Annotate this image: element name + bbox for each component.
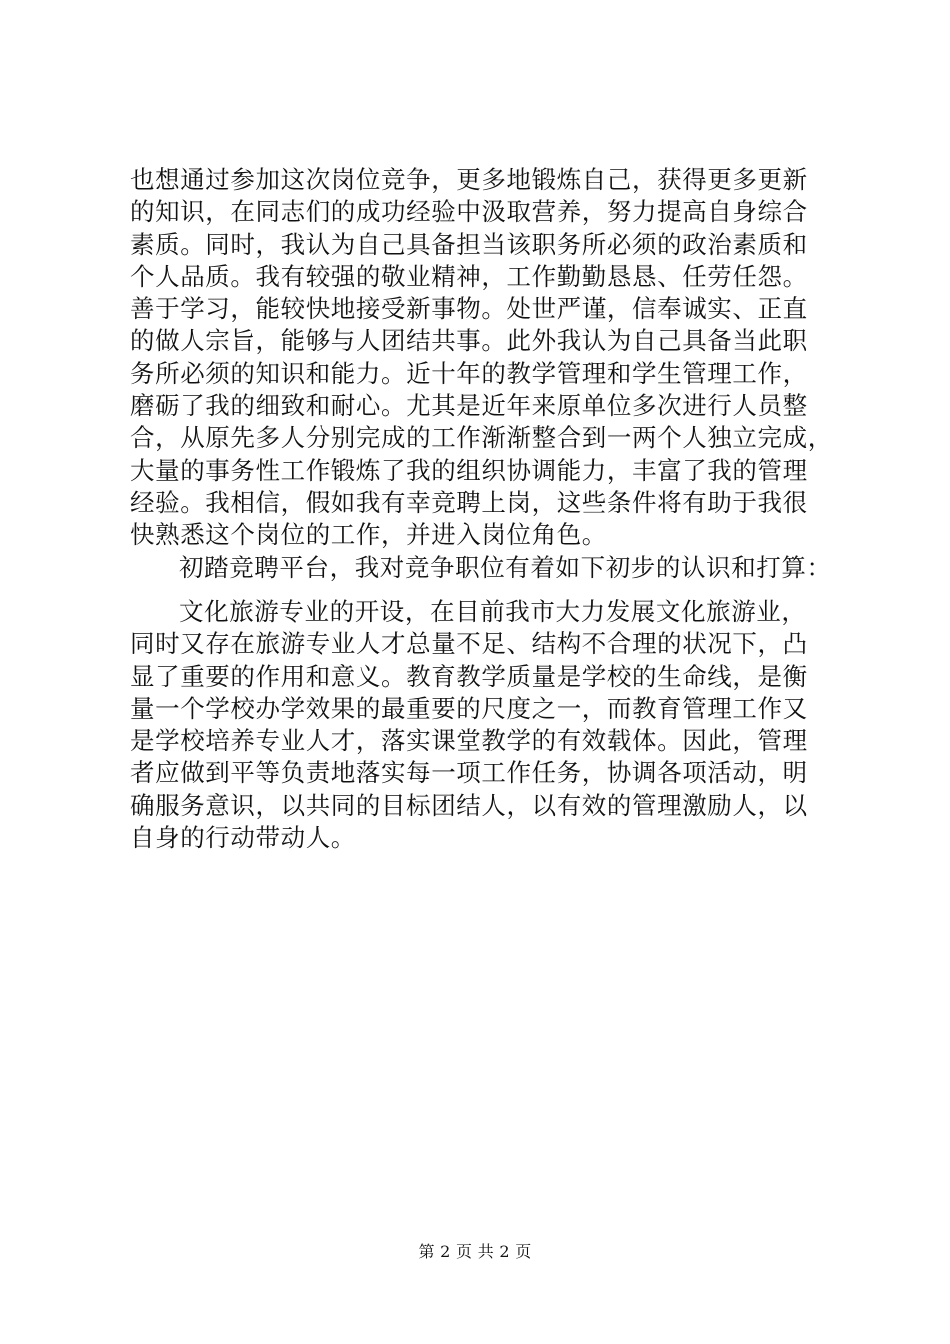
paragraph-1-line: 磨砺了我的细致和耐心。尤其是近年来原单位多次进行人员整: [130, 391, 808, 421]
paragraph-2: 初踏竞聘平台，我对竞争职位有着如下初步的认识和打算：: [179, 552, 832, 582]
paragraph-3-line: 自身的行动带动人。: [130, 823, 356, 853]
paragraph-1-line: 大量的事务性工作锻炼了我的组织协调能力，丰富了我的管理: [130, 455, 808, 485]
paragraph-3-line: 是学校培养专业人才，落实课堂教学的有效载体。因此，管理: [130, 726, 808, 756]
paragraph-1-line: 务所必须的知识和能力。近十年的教学管理和学生管理工作，: [130, 358, 808, 388]
paragraph-1-line: 善于学习，能较快地接受新事物。处世严谨，信奉诚实、正直: [130, 294, 808, 324]
paragraph-1-line: 快熟悉这个岗位的工作，并进入岗位角色。: [130, 520, 607, 550]
paragraph-block-1: [130, 164, 833, 584]
paragraph-3-line: 显了重要的作用和意义。教育教学质量是学校的生命线，是衡: [130, 661, 808, 691]
paragraph-1-line: 的知识，在同志们的成功经验中汲取营养，努力提高自身综合: [130, 197, 808, 227]
paragraph-3-line: 同时又存在旅游专业人才总量不足、结构不合理的状况下，凸: [130, 629, 808, 659]
page-number-label: 第 2 页 共 2 页: [418, 1242, 532, 1261]
page-footer: [0, 1241, 950, 1263]
paragraph-1-line: 个人品质。我有较强的敬业精神，工作勤勤恳恳、任劳任怨。: [130, 261, 808, 291]
paragraph-1-line: 的做人宗旨，能够与人团结共事。此外我认为自己具备当此职: [130, 326, 808, 356]
paragraph-3-line: 者应做到平等负责地落实每一项工作任务，协调各项活动，明: [130, 758, 808, 788]
paragraph-3-line: 文化旅游专业的开设，在目前我市大力发展文化旅游业，: [179, 597, 807, 626]
paragraph-1-line: 合，从原先多人分别完成的工作渐渐整合到一两个人独立完成，: [130, 423, 833, 453]
paragraph-1-line: 经验。我相信，假如我有幸竞聘上岗，这些条件将有助于我很: [130, 487, 808, 517]
paragraph-1-line: 素质。同时，我认为自己具备担当该职务所必须的政治素质和: [130, 229, 808, 259]
paragraph-3-line: 确服务意识，以共同的目标团结人，以有效的管理激励人，以: [130, 790, 808, 820]
paragraph-3-line: 量一个学校办学效果的最重要的尺度之一，而教育管理工作又: [130, 693, 808, 723]
paragraph-block-2: [130, 596, 830, 854]
paragraph-1-line: 也想通过参加这次岗位竞争，更多地锻炼自己，获得更多更新: [130, 165, 808, 194]
